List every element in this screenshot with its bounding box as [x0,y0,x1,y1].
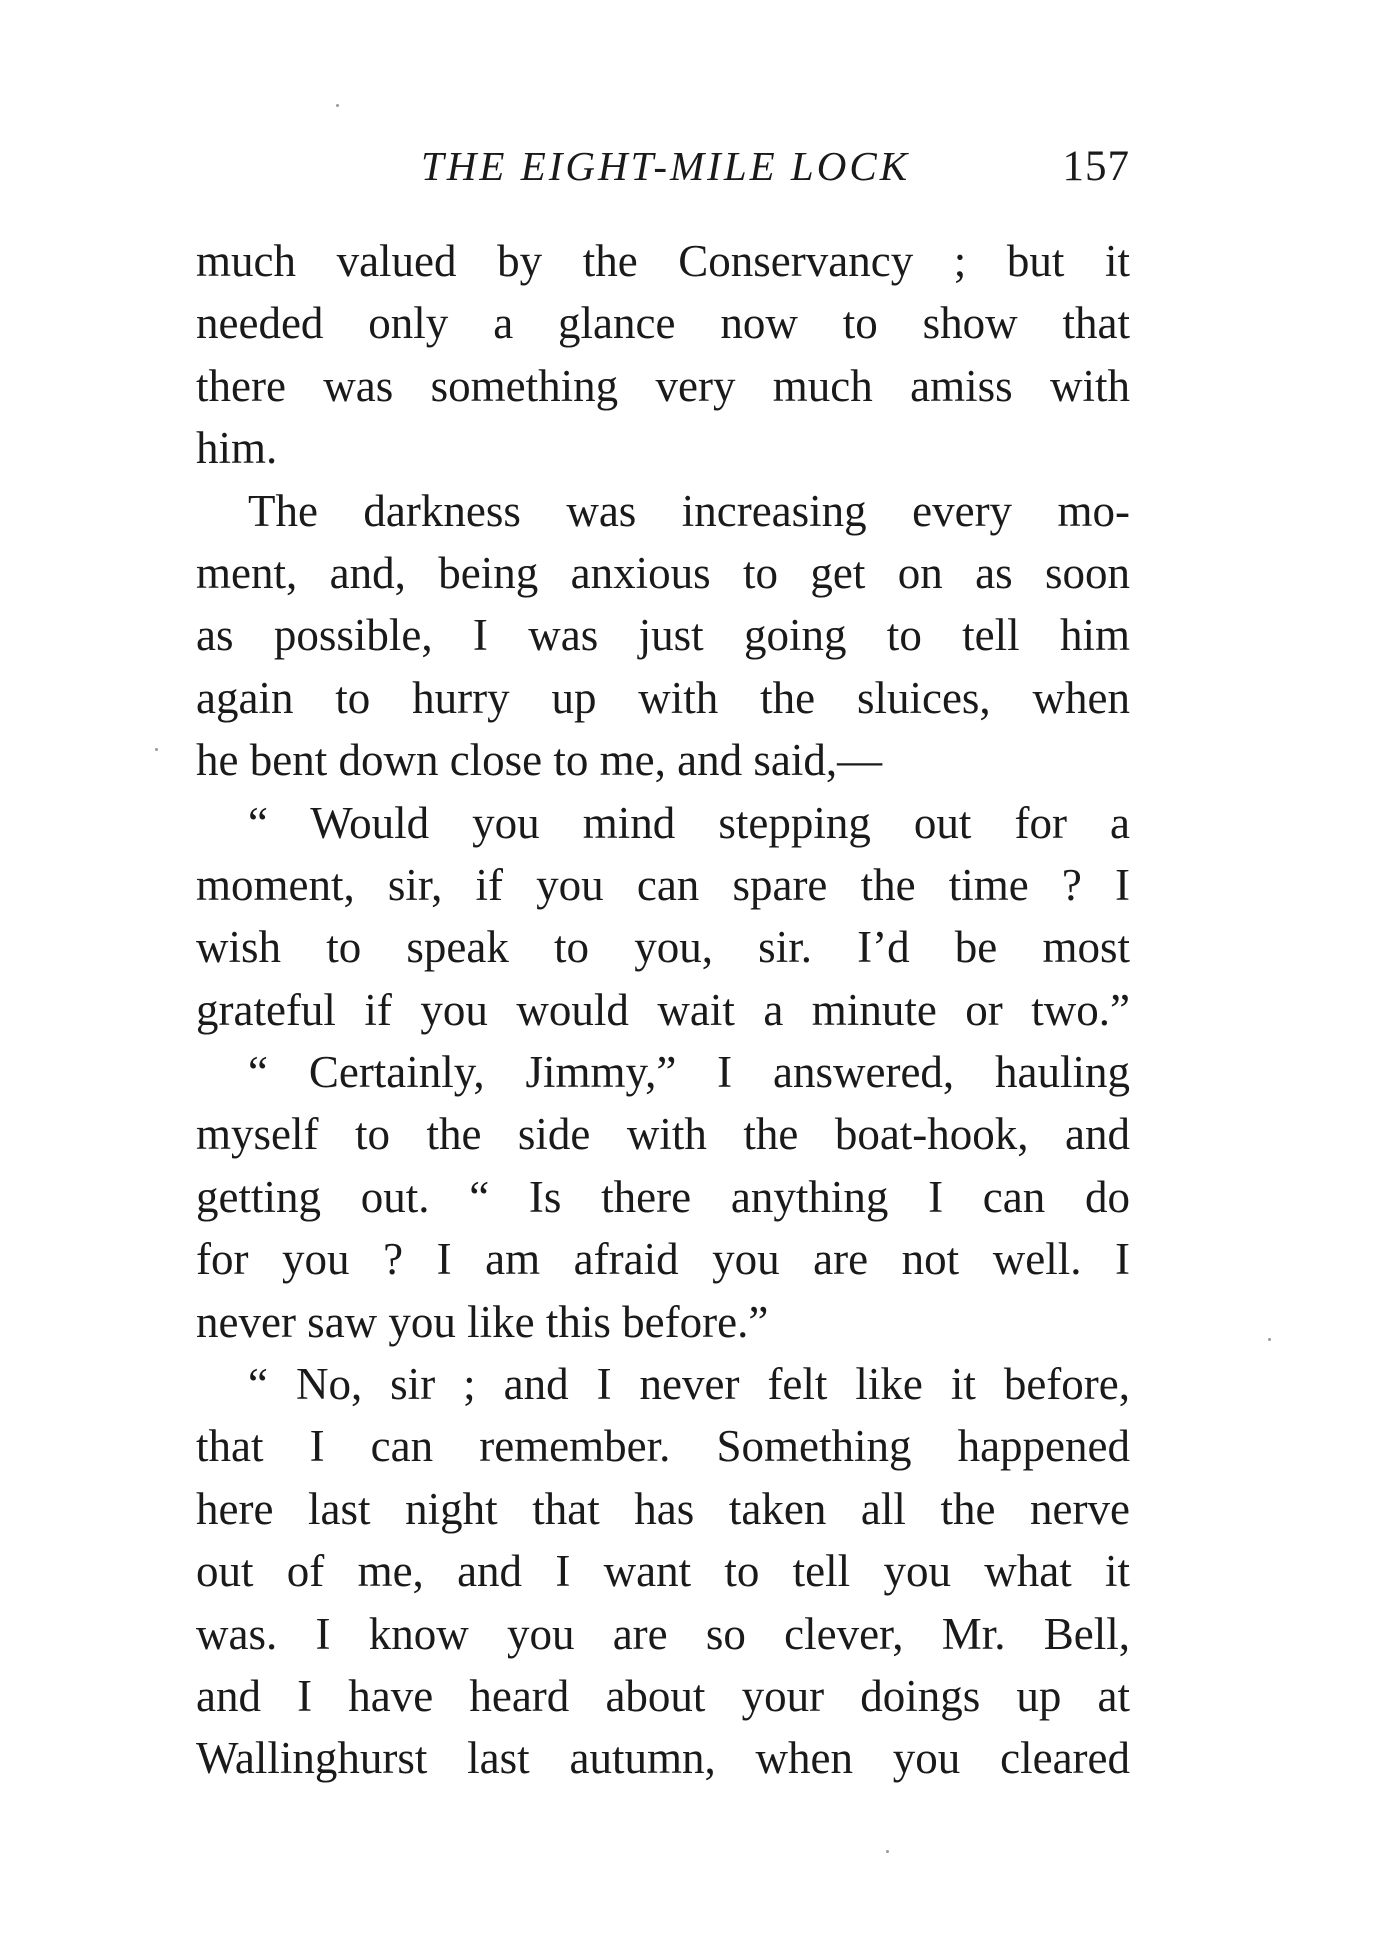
text-line: that I can remember. Something happened [196,1421,1130,1472]
text-line: for you ? I am afraid you are not well. I [196,1234,1130,1285]
text-line: was. I know you are so clever, Mr. Bell, [196,1608,1130,1659]
paper-speck [1268,1338,1271,1341]
text-line: ment, and, being anxious to get on as soon [196,547,1130,598]
paper-speck [886,1850,889,1853]
text-line: needed only a glance now to show that [196,298,1130,349]
text-line: myself to the side with the boat-hook, and [196,1109,1130,1160]
text-line: and I have heard about your doings up at [196,1670,1130,1721]
text-line: here last night that has taken all the nerve [196,1483,1130,1534]
text-line: getting out. “ Is there anything I can do [196,1171,1130,1222]
text-line: moment, sir, if you can spare the time ? I [196,859,1130,910]
text-line: again to hurry up with the sluices, when [196,672,1130,723]
running-title: THE EIGHT-MILE LOCK [421,143,911,189]
text-line: out of me, and I want to tell you what it [196,1546,1130,1597]
text-line: Wallinghurst last autumn, when you cleared [196,1733,1130,1784]
page-number: 157 [1062,143,1130,190]
paragraph-start-line: The darkness was increasing every mo- [248,485,1130,536]
text-line: he bent down close to me, and said,— [196,735,883,786]
paragraph-start-line: “ No, sir ; and I never felt like it before, [248,1359,1130,1410]
text-line: wish to speak to you, sir. I’d be most [196,922,1130,973]
text-line: grateful if you would wait a minute or two.” [196,984,1130,1035]
paragraph-start-line: “ Would you mind stepping out for a [248,797,1130,848]
paper-speck [155,748,158,751]
text-line: never saw you like this before.” [196,1296,769,1347]
text-line: there was something very much amiss with [196,360,1130,411]
paragraph-start-line: “ Certainly, Jimmy,” I answered, hauling [248,1047,1130,1098]
text-line: him. [196,423,278,474]
body-text [196,230,1130,1790]
text-line: as possible, I was just going to tell him [196,610,1130,661]
text-line: much valued by the Conservancy ; but it [196,236,1130,286]
running-head [196,142,1130,202]
paper-speck [336,104,339,107]
